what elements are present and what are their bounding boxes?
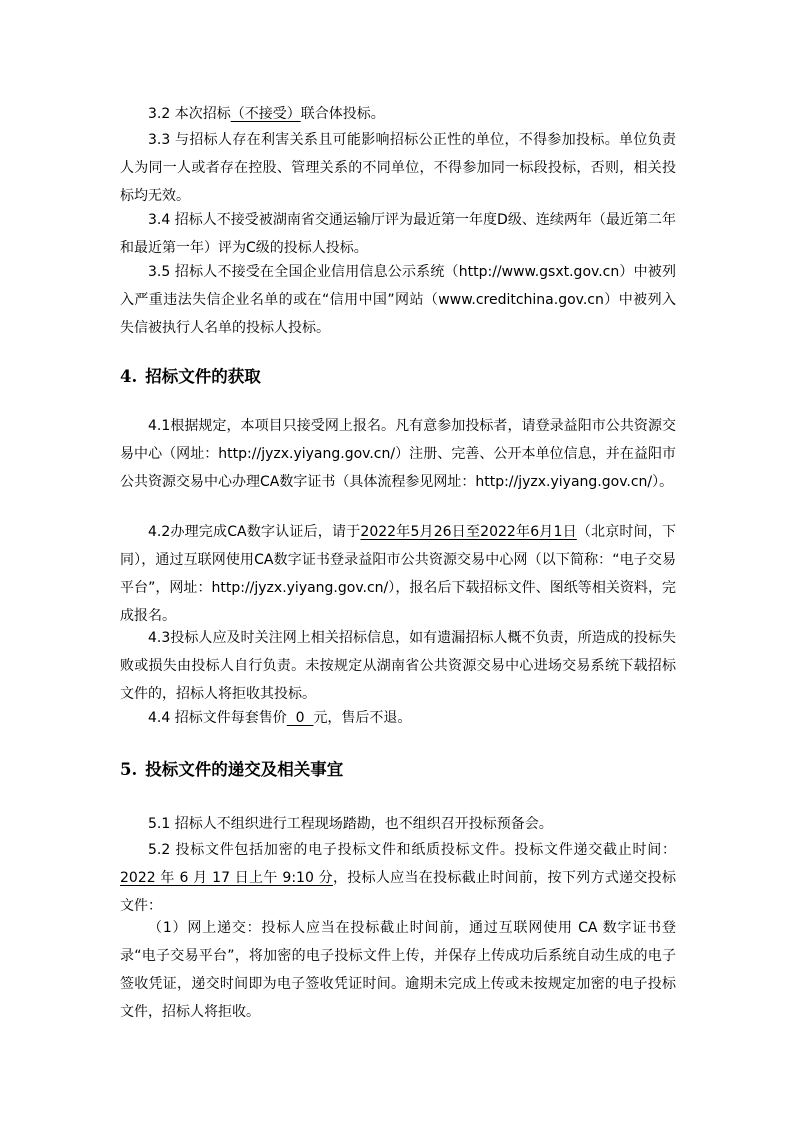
section-4-heading bbox=[120, 365, 261, 389]
p42-text-b: （北京时间，下同），通过互联网使用CA数字证书登录益阳市公共资源交易中心网（以下简称：“电子交易平台”，网址：http://jyzx.yiyang.gov.cn/），报名后下载招标文件、图纸等相关资料，完成报名。 bbox=[120, 524, 677, 624]
paragraph-4-4 bbox=[120, 704, 676, 732]
paragraph-5-2-item-1: （1）网上递交：投标人应当在投标截止时间前，通过互联网使用 CA 数字证书登录“电子交易平台”，将加密的电子投标文件上传，并保存上传成功后系统自动生成的电子签收凭证，递交时间即为电子签收凭证时间。逾期未完成上传或未按规定加密的电子投标文件，招标人将拒收。 bbox=[120, 920, 676, 1020]
paragraph-4-2 bbox=[120, 518, 676, 630]
p52-text-a: 5.2 投标文件包括加密的电子投标文件和纸质投标文件。投标文件递交截止时间： bbox=[148, 842, 676, 858]
paragraph-4-1: 4.1根据规定，本项目只接受网上报名。凡有意参加投标者，请登录益阳市公共资源交易中心（网址：http://jyzx.yiyang.gov.cn/）注册、完善、公开本单位信息，并在益阳市公共资源交易中心办理CA数字证书（具体流程参见网址：http://jyzx.yiyang.gov.cn/）。 bbox=[120, 418, 676, 490]
paragraph-5-2 bbox=[120, 836, 676, 920]
paragraph-3-4: 3.4 招标人不接受被湖南省交通运输厅评为最近第一年度D级、连续两年（最近第二年和最近第一年）评为C级的投标人投标。 bbox=[120, 212, 676, 256]
p42-text-a: 4.2办理完成CA数字认证后，请于 bbox=[148, 524, 361, 540]
paragraph-3-3: 3.3 与招标人存在利害关系且可能影响招标公正性的单位，不得参加投标。单位负责人为同一人或者存在控股、管理关系的不同单位，不得参加同一标段投标，否则，相关投标均无效。 bbox=[120, 132, 676, 204]
p32-text-a: 3.2 本次招标 bbox=[148, 106, 231, 122]
paragraph-4-3: 4.3投标人应及时关注网上相关招标信息，如有遗漏招标人概不负责，所造成的投标失败或损失由投标人自行负责。未按规定从湖南省公共资源交易中心进场交易系统下载招标文件的，招标人将拒收其投标。 bbox=[120, 630, 676, 702]
p32-text-b: 联合体投标。 bbox=[300, 106, 385, 122]
p42-date-range: 2022年5月26日至2022年6月1日 bbox=[360, 524, 577, 540]
paragraph-3-2 bbox=[120, 100, 676, 128]
section-5-title: 投标文件的递交及相关事宜 bbox=[145, 760, 344, 779]
p44-text-a: 4.4 招标文件每套售价 bbox=[148, 710, 287, 726]
p44-price: 0 bbox=[286, 710, 314, 726]
p32-not-accepted: （不接受） bbox=[230, 106, 301, 122]
p52-deadline: 2022 年 6 月 17 日上午 9:10 分 bbox=[120, 870, 333, 886]
section-5-heading bbox=[120, 758, 343, 782]
p52-text-b: ，投标人应当在投标截止时间前，按下列方式递交投标文件： bbox=[120, 870, 676, 914]
section-4-number: 4. bbox=[120, 367, 138, 386]
section-5-number: 5. bbox=[120, 760, 138, 779]
p44-text-b: 元，售后不退。 bbox=[313, 710, 412, 726]
paragraph-3-5: 3.5 招标人不接受在全国企业信用信息公示系统（http://www.gsxt.gov.cn）中被列入严重违法失信企业名单的或在“信用中国”网站（www.creditchina.gov.cn）中被列入失信被执行人名单的投标人投标。 bbox=[120, 264, 676, 336]
section-4-title: 招标文件的获取 bbox=[145, 367, 261, 386]
paragraph-5-1: 5.1 招标人不组织进行工程现场踏勘，也不组织召开投标预备会。 bbox=[148, 816, 553, 832]
